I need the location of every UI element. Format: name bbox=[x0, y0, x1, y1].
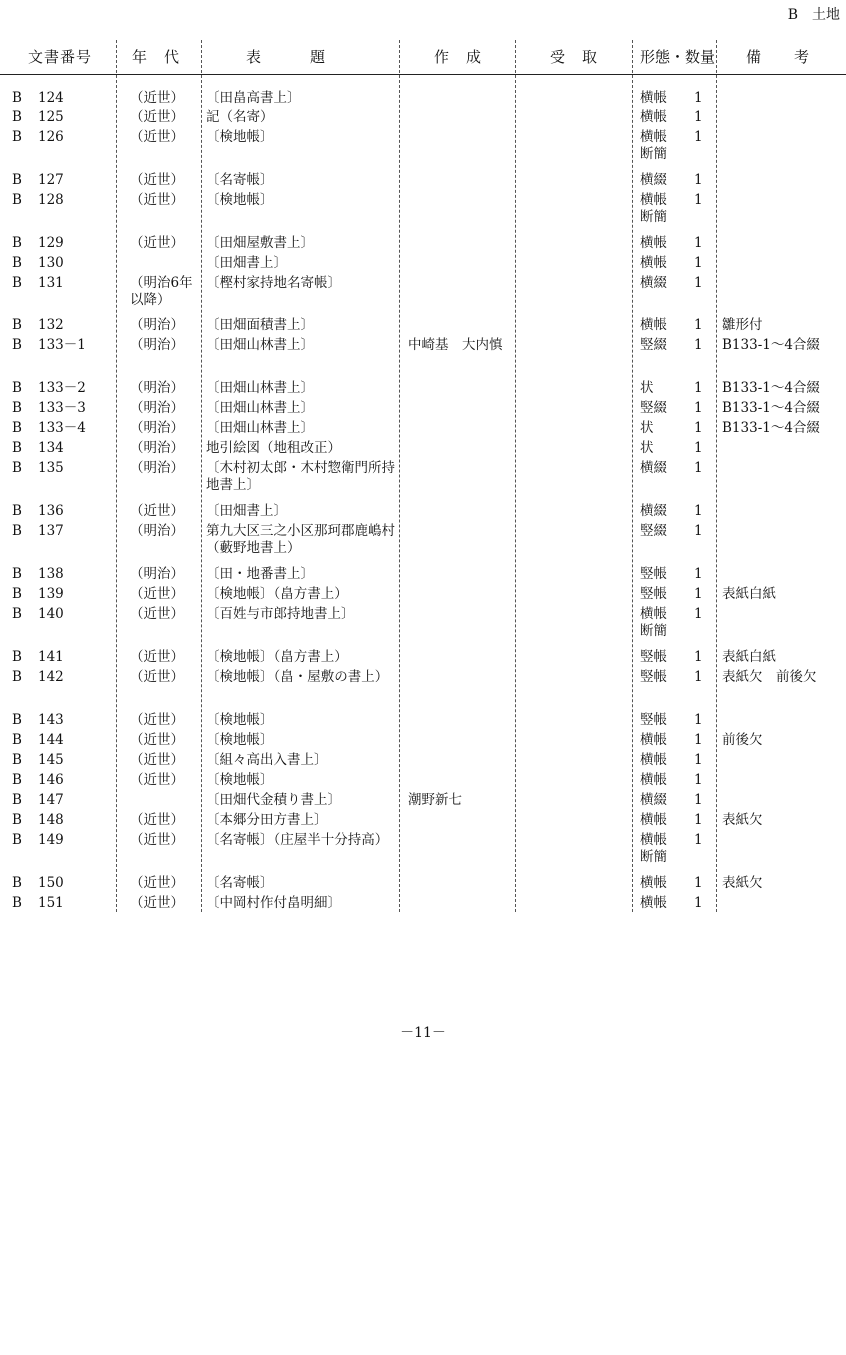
notes-cell: 表紙白紙 bbox=[722, 586, 776, 602]
quantity-cell: 1 bbox=[694, 503, 703, 519]
series-letter: B bbox=[12, 752, 22, 768]
era-cell: （近世） bbox=[130, 90, 184, 106]
form-cell: 竪帳 bbox=[640, 712, 667, 728]
quantity-cell: 1 bbox=[694, 317, 703, 333]
series-letter: B bbox=[12, 772, 22, 788]
form-cell: 横帳 bbox=[640, 752, 667, 768]
form-cell: 横綴 bbox=[640, 503, 667, 519]
form-cell: 横帳 bbox=[640, 90, 667, 106]
document-number: 143 bbox=[38, 712, 64, 728]
header-title: 表 題 bbox=[246, 48, 327, 66]
title-cell: 〔検地帳〕 bbox=[206, 129, 274, 145]
era-cell: （近世） bbox=[130, 235, 184, 251]
document-number: 125 bbox=[38, 109, 64, 125]
form-cell: 横帳 bbox=[640, 255, 667, 271]
column-divider bbox=[716, 40, 717, 912]
series-letter: B bbox=[12, 192, 22, 208]
title-cell: 〔組々高出入書上〕 bbox=[206, 752, 328, 768]
quantity-cell: 1 bbox=[694, 586, 703, 602]
form-cell: 竪帳 bbox=[640, 586, 667, 602]
era-cell: （近世） bbox=[130, 129, 184, 145]
era-cell: （近世） bbox=[130, 586, 184, 602]
era-cell: （近世） bbox=[130, 732, 184, 748]
quantity-cell: 1 bbox=[694, 895, 703, 911]
era-cell: （近世） bbox=[130, 712, 184, 728]
form-cell: 横帳 bbox=[640, 895, 667, 911]
era-cell: （近世） bbox=[130, 832, 184, 848]
series-letter: B bbox=[12, 317, 22, 333]
series-letter: B bbox=[12, 380, 22, 396]
title-cell: 〔検地帳〕 bbox=[206, 192, 274, 208]
series-letter: B bbox=[12, 649, 22, 665]
title-cell: 〔名寄帳〕 bbox=[206, 172, 274, 188]
title-cell: 〔田畠高書上〕 bbox=[206, 90, 301, 106]
quantity-cell: 1 bbox=[694, 772, 703, 788]
header-recipient: 受 取 bbox=[550, 48, 599, 66]
series-letter: B bbox=[12, 712, 22, 728]
document-number: 126 bbox=[38, 129, 64, 145]
era-cell: （近世） bbox=[130, 649, 184, 665]
notes-cell: 雛形付 bbox=[722, 317, 763, 333]
era-cell: （明治） bbox=[130, 460, 184, 476]
quantity-cell: 1 bbox=[694, 792, 703, 808]
column-divider bbox=[515, 40, 516, 912]
document-number: 140 bbox=[38, 606, 64, 622]
document-number: 133－2 bbox=[38, 380, 86, 396]
series-letter: B bbox=[12, 235, 22, 251]
document-number: 128 bbox=[38, 192, 64, 208]
quantity-cell: 1 bbox=[694, 566, 703, 582]
column-divider bbox=[201, 40, 202, 912]
era-cell: （近世） bbox=[130, 752, 184, 768]
form-cell: 竪帳 bbox=[640, 649, 667, 665]
series-letter: B bbox=[12, 566, 22, 582]
document-number: 138 bbox=[38, 566, 64, 582]
document-number: 133－1 bbox=[38, 337, 86, 353]
era-cell: （明治） bbox=[130, 317, 184, 333]
era-cell: （近世） bbox=[130, 895, 184, 911]
document-number: 142 bbox=[38, 669, 64, 685]
series-letter: B bbox=[12, 669, 22, 685]
quantity-cell: 1 bbox=[694, 440, 703, 456]
form-cell: 横帳 bbox=[640, 732, 667, 748]
header-creator: 作 成 bbox=[434, 48, 483, 66]
era-cell: （明治） bbox=[130, 440, 184, 456]
notes-cell: 表紙欠 bbox=[722, 812, 763, 828]
header-rule bbox=[0, 74, 846, 75]
quantity-cell: 1 bbox=[694, 255, 703, 271]
era-cell: （明治） bbox=[130, 420, 184, 436]
form-cell: 横帳 断簡 bbox=[640, 129, 681, 162]
quantity-cell: 1 bbox=[694, 669, 703, 685]
document-number: 135 bbox=[38, 460, 64, 476]
quantity-cell: 1 bbox=[694, 192, 703, 208]
title-cell: 〔田畑屋敷書上〕 bbox=[206, 235, 314, 251]
series-letter: B bbox=[12, 875, 22, 891]
title-cell: 〔木村初太郎・木村惣衛門所持地書上〕 bbox=[206, 460, 395, 493]
title-cell: 〔中岡村作付畠明細〕 bbox=[206, 895, 341, 911]
document-number: 146 bbox=[38, 772, 64, 788]
document-number: 130 bbox=[38, 255, 64, 271]
title-cell: 〔検地帳〕 bbox=[206, 732, 274, 748]
title-cell: 〔検地帳〕 bbox=[206, 772, 274, 788]
form-cell: 横帳 断簡 bbox=[640, 606, 681, 639]
title-cell: 〔検地帳〕（畠方書上） bbox=[206, 649, 348, 665]
creator-cell: 中崎基 大内慎 bbox=[408, 337, 503, 353]
notes-cell: B133-1～4合綴 bbox=[722, 380, 820, 396]
era-cell: （明治） bbox=[130, 566, 184, 582]
era-cell: （近世） bbox=[130, 503, 184, 519]
title-cell: 地引絵図（地租改正） bbox=[206, 440, 341, 456]
title-cell: 〔田畑書上〕 bbox=[206, 503, 287, 519]
title-cell: 〔樫村家持地名寄帳〕 bbox=[206, 275, 341, 291]
quantity-cell: 1 bbox=[694, 752, 703, 768]
series-letter: B bbox=[12, 523, 22, 539]
form-cell: 横帳 bbox=[640, 235, 667, 251]
title-cell: 〔本郷分田方書上〕 bbox=[206, 812, 328, 828]
document-number: 150 bbox=[38, 875, 64, 891]
title-cell: 〔検地帳〕（畠方書上） bbox=[206, 586, 348, 602]
notes-cell: 前後欠 bbox=[722, 732, 763, 748]
quantity-cell: 1 bbox=[694, 732, 703, 748]
notes-cell: B133-1～4合綴 bbox=[722, 337, 820, 353]
era-cell: （近世） bbox=[130, 669, 184, 685]
document-number: 136 bbox=[38, 503, 64, 519]
title-cell: 〔田畑山林書上〕 bbox=[206, 400, 314, 416]
series-letter: B bbox=[12, 420, 22, 436]
title-cell: 〔田畑山林書上〕 bbox=[206, 420, 314, 436]
title-cell: 〔田畑山林書上〕 bbox=[206, 380, 314, 396]
era-cell: （明治6年以降） bbox=[130, 275, 193, 308]
title-cell: 〔田畑書上〕 bbox=[206, 255, 287, 271]
form-cell: 状 bbox=[640, 420, 654, 436]
quantity-cell: 1 bbox=[694, 606, 703, 622]
era-cell: （近世） bbox=[130, 172, 184, 188]
form-cell: 横帳 断簡 bbox=[640, 192, 681, 225]
form-cell: 竪綴 bbox=[640, 523, 667, 539]
era-cell: （近世） bbox=[130, 812, 184, 828]
title-cell: 記（名寄） bbox=[206, 109, 274, 125]
series-letter: B bbox=[12, 812, 22, 828]
quantity-cell: 1 bbox=[694, 380, 703, 396]
form-cell: 横帳 bbox=[640, 812, 667, 828]
quantity-cell: 1 bbox=[694, 109, 703, 125]
series-letter: B bbox=[12, 832, 22, 848]
header-doc-number: 文書番号 bbox=[28, 48, 93, 66]
quantity-cell: 1 bbox=[694, 337, 703, 353]
series-letter: B bbox=[12, 732, 22, 748]
quantity-cell: 1 bbox=[694, 90, 703, 106]
notes-cell: B133-1～4合綴 bbox=[722, 400, 820, 416]
form-cell: 状 bbox=[640, 440, 654, 456]
title-cell: 〔田・地番書上〕 bbox=[206, 566, 314, 582]
quantity-cell: 1 bbox=[694, 712, 703, 728]
form-cell: 横帳 bbox=[640, 109, 667, 125]
form-cell: 竪帳 bbox=[640, 566, 667, 582]
form-cell: 横帳 bbox=[640, 317, 667, 333]
form-cell: 横綴 bbox=[640, 460, 667, 476]
document-number: 131 bbox=[38, 275, 64, 291]
series-letter: B bbox=[12, 275, 22, 291]
header-notes: 備 考 bbox=[746, 48, 811, 66]
era-cell: （明治） bbox=[130, 400, 184, 416]
quantity-cell: 1 bbox=[694, 812, 703, 828]
title-cell: 〔名寄帳〕（庄屋半十分持高） bbox=[206, 832, 389, 848]
column-divider bbox=[632, 40, 633, 912]
quantity-cell: 1 bbox=[694, 523, 703, 539]
document-number: 124 bbox=[38, 90, 64, 106]
document-number: 145 bbox=[38, 752, 64, 768]
form-cell: 横綴 bbox=[640, 172, 667, 188]
document-number: 144 bbox=[38, 732, 64, 748]
document-number: 132 bbox=[38, 317, 64, 333]
form-cell: 横帳 bbox=[640, 772, 667, 788]
series-letter: B bbox=[12, 129, 22, 145]
quantity-cell: 1 bbox=[694, 875, 703, 891]
quantity-cell: 1 bbox=[694, 420, 703, 436]
column-divider bbox=[116, 40, 117, 912]
title-cell: 〔田畑山林書上〕 bbox=[206, 337, 314, 353]
header-form-quantity: 形態・数量 bbox=[640, 48, 716, 66]
series-letter: B bbox=[12, 109, 22, 125]
document-number: 129 bbox=[38, 235, 64, 251]
series-letter: B bbox=[12, 255, 22, 271]
section-label: B 土地 bbox=[787, 7, 840, 23]
series-letter: B bbox=[12, 400, 22, 416]
era-cell: （近世） bbox=[130, 606, 184, 622]
era-cell: （明治） bbox=[130, 380, 184, 396]
document-number: 139 bbox=[38, 586, 64, 602]
form-cell: 横帳 断簡 bbox=[640, 832, 681, 865]
quantity-cell: 1 bbox=[694, 129, 703, 145]
series-letter: B bbox=[12, 895, 22, 911]
document-number: 133－3 bbox=[38, 400, 86, 416]
form-cell: 状 bbox=[640, 380, 654, 396]
document-number: 147 bbox=[38, 792, 64, 808]
form-cell: 竪綴 bbox=[640, 400, 667, 416]
title-cell: 〔検地帳〕（畠・屋敷の書上） bbox=[206, 669, 389, 685]
column-divider bbox=[399, 40, 400, 912]
document-number: 127 bbox=[38, 172, 64, 188]
era-cell: （近世） bbox=[130, 772, 184, 788]
document-number: 151 bbox=[38, 895, 64, 911]
form-cell: 横帳 bbox=[640, 875, 667, 891]
quantity-cell: 1 bbox=[694, 275, 703, 291]
series-letter: B bbox=[12, 503, 22, 519]
creator-cell: 潮野新七 bbox=[408, 792, 462, 808]
series-letter: B bbox=[12, 586, 22, 602]
quantity-cell: 1 bbox=[694, 832, 703, 848]
notes-cell: 表紙欠 bbox=[722, 875, 763, 891]
title-cell: 〔百姓与市郎持地書上〕 bbox=[206, 606, 355, 622]
page-number: －11－ bbox=[400, 1025, 446, 1041]
header-era: 年 代 bbox=[132, 48, 181, 66]
era-cell: （近世） bbox=[130, 875, 184, 891]
document-number: 137 bbox=[38, 523, 64, 539]
document-number: 149 bbox=[38, 832, 64, 848]
quantity-cell: 1 bbox=[694, 649, 703, 665]
title-cell: 第九大区三之小区那珂郡鹿嶋村（藪野地書上） bbox=[206, 523, 395, 556]
form-cell: 竪帳 bbox=[640, 669, 667, 685]
quantity-cell: 1 bbox=[694, 400, 703, 416]
notes-cell: 表紙欠 前後欠 bbox=[722, 669, 817, 685]
form-cell: 横綴 bbox=[640, 275, 667, 291]
notes-cell: B133-1～4合綴 bbox=[722, 420, 820, 436]
quantity-cell: 1 bbox=[694, 172, 703, 188]
document-number: 134 bbox=[38, 440, 64, 456]
title-cell: 〔田畑面積書上〕 bbox=[206, 317, 314, 333]
series-letter: B bbox=[12, 460, 22, 476]
series-letter: B bbox=[12, 337, 22, 353]
era-cell: （近世） bbox=[130, 109, 184, 125]
series-letter: B bbox=[12, 90, 22, 106]
title-cell: 〔検地帳〕 bbox=[206, 712, 274, 728]
series-letter: B bbox=[12, 606, 22, 622]
title-cell: 〔田畑代金積り書上〕 bbox=[206, 792, 341, 808]
document-number: 148 bbox=[38, 812, 64, 828]
form-cell: 竪綴 bbox=[640, 337, 667, 353]
document-number: 141 bbox=[38, 649, 64, 665]
document-number: 133－4 bbox=[38, 420, 86, 436]
era-cell: （明治） bbox=[130, 337, 184, 353]
series-letter: B bbox=[12, 440, 22, 456]
series-letter: B bbox=[12, 172, 22, 188]
quantity-cell: 1 bbox=[694, 235, 703, 251]
title-cell: 〔名寄帳〕 bbox=[206, 875, 274, 891]
quantity-cell: 1 bbox=[694, 460, 703, 476]
era-cell: （近世） bbox=[130, 192, 184, 208]
era-cell: （明治） bbox=[130, 523, 184, 539]
form-cell: 横綴 bbox=[640, 792, 667, 808]
notes-cell: 表紙白紙 bbox=[722, 649, 776, 665]
series-letter: B bbox=[12, 792, 22, 808]
